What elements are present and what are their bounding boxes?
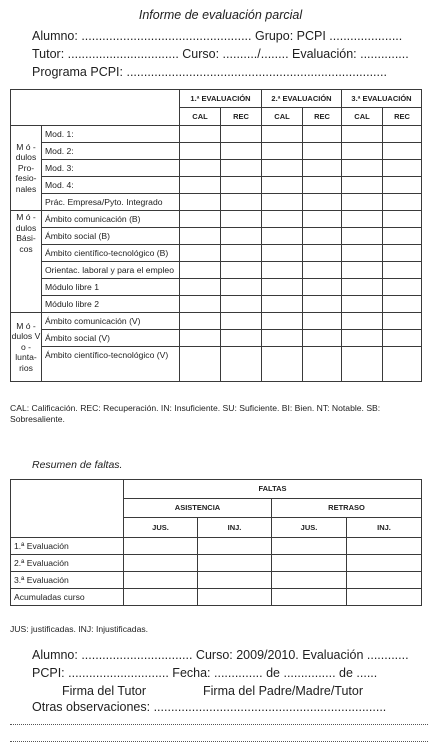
grade-cell[interactable] (180, 177, 221, 194)
grade-cell[interactable] (221, 160, 262, 177)
observations-line: Otras observaciones: ................................................................... (32, 700, 387, 714)
absence-cell[interactable] (198, 538, 272, 555)
absence-cell[interactable] (124, 555, 198, 572)
attendance-header: ASISTENCIA (124, 499, 272, 518)
rec-header: REC (383, 108, 422, 126)
absence-cell[interactable] (347, 572, 422, 589)
grade-cell[interactable] (342, 126, 383, 143)
tutor-course-line: Tutor: ................................ Curso: ........../........ Evaluación: .............. (32, 47, 409, 61)
absence-row-label: 3.ª Evaluación (11, 572, 124, 589)
absences-corner-cell (11, 480, 124, 538)
module-label: Ámbito social (V) (42, 330, 180, 347)
absence-cell[interactable] (198, 589, 272, 606)
grade-cell[interactable] (262, 228, 303, 245)
faltas-header: FALTAS (124, 480, 422, 499)
grade-cell[interactable] (342, 245, 383, 262)
grade-cell[interactable] (262, 211, 303, 228)
unjustified-header: INJ. (347, 518, 422, 538)
module-label: Mod. 4: (42, 177, 180, 194)
evaluation-header: 2.ª EVALUACIÓN (262, 90, 342, 108)
grade-cell[interactable] (342, 194, 383, 211)
grade-cell[interactable] (383, 262, 422, 279)
grade-cell[interactable] (180, 262, 221, 279)
module-label: Ámbito científico-tecnológico (V) (42, 347, 180, 382)
grade-cell[interactable] (221, 177, 262, 194)
group-label-professional: M ó - dulos Pro- fesio- nales (11, 126, 42, 211)
grade-cell[interactable] (180, 313, 221, 330)
grade-cell[interactable] (303, 330, 342, 347)
grade-cell[interactable] (303, 279, 342, 296)
grade-cell[interactable] (383, 177, 422, 194)
grade-cell[interactable] (303, 296, 342, 313)
grade-cell[interactable] (383, 296, 422, 313)
module-label: Ámbito comunicación (V) (42, 313, 180, 330)
grade-cell[interactable] (221, 313, 262, 330)
grade-cell[interactable] (303, 228, 342, 245)
absence-row-label: 1.ª Evaluación (11, 538, 124, 555)
grade-cell[interactable] (342, 228, 383, 245)
grade-cell[interactable] (262, 194, 303, 211)
grade-cell[interactable] (262, 296, 303, 313)
grade-cell[interactable] (303, 262, 342, 279)
grade-cell[interactable] (383, 211, 422, 228)
absences-title: Resumen de faltas. (32, 459, 123, 471)
module-label: Ámbito científico-tecnológico (B) (42, 245, 180, 262)
grade-cell[interactable] (383, 160, 422, 177)
grade-cell[interactable] (180, 347, 221, 382)
grade-cell[interactable] (342, 177, 383, 194)
grade-cell[interactable] (303, 143, 342, 160)
absence-cell[interactable] (272, 538, 347, 555)
cal-header: CAL (180, 108, 221, 126)
grade-cell[interactable] (180, 245, 221, 262)
grade-cell[interactable] (383, 347, 422, 382)
module-label: Módulo libre 1 (42, 279, 180, 296)
cal-header: CAL (262, 108, 303, 126)
group-label-voluntary: M ó - dulos V o - lunta- rios (11, 313, 42, 382)
absence-cell[interactable] (347, 555, 422, 572)
grade-cell[interactable] (262, 143, 303, 160)
absence-cell[interactable] (198, 572, 272, 589)
grade-cell[interactable] (262, 313, 303, 330)
evaluation-header: 1.ª EVALUACIÓN (180, 90, 262, 108)
group-label-basic: M ó - dulos Bási- cos (11, 211, 42, 313)
grade-cell[interactable] (342, 279, 383, 296)
absence-cell[interactable] (124, 538, 198, 555)
grade-cell[interactable] (221, 296, 262, 313)
grade-cell[interactable] (180, 143, 221, 160)
grade-cell[interactable] (221, 143, 262, 160)
grade-cell[interactable] (180, 296, 221, 313)
grade-cell[interactable] (303, 313, 342, 330)
observations-dotted-line[interactable] (10, 741, 428, 742)
grade-cell[interactable] (262, 245, 303, 262)
grade-cell[interactable] (342, 330, 383, 347)
absence-cell[interactable] (347, 589, 422, 606)
grade-cell[interactable] (342, 143, 383, 160)
grade-cell[interactable] (262, 177, 303, 194)
grade-cell[interactable] (180, 228, 221, 245)
justified-header: JUS. (124, 518, 198, 538)
unjustified-header: INJ. (198, 518, 272, 538)
grade-cell[interactable] (262, 160, 303, 177)
absence-cell[interactable] (272, 555, 347, 572)
grade-cell[interactable] (303, 177, 342, 194)
module-label: Mod. 3: (42, 160, 180, 177)
module-label: Orientac. laboral y para el empleo (42, 262, 180, 279)
grade-cell[interactable] (342, 160, 383, 177)
grade-cell[interactable] (303, 194, 342, 211)
grade-cell[interactable] (342, 296, 383, 313)
grade-cell[interactable] (342, 313, 383, 330)
evaluation-header: 3.ª EVALUACIÓN (342, 90, 422, 108)
cal-header: CAL (342, 108, 383, 126)
student-group-line: Alumno: ................................................. Grupo: PCPI ..................... (32, 29, 403, 43)
absences-table (10, 479, 422, 606)
grade-cell[interactable] (221, 330, 262, 347)
grades-table (10, 89, 422, 382)
grade-cell[interactable] (262, 262, 303, 279)
grade-cell[interactable] (221, 245, 262, 262)
grade-cell[interactable] (180, 279, 221, 296)
grades-corner-cell (11, 90, 180, 126)
grade-cell[interactable] (383, 245, 422, 262)
justified-header: JUS. (272, 518, 347, 538)
grade-cell[interactable] (383, 330, 422, 347)
grade-cell[interactable] (221, 194, 262, 211)
grade-cell[interactable] (303, 160, 342, 177)
absences-legend: JUS: justificadas. INJ: Injustificadas. (10, 624, 149, 634)
absence-cell[interactable] (272, 572, 347, 589)
grade-cell[interactable] (221, 279, 262, 296)
observations-dotted-line[interactable] (10, 724, 428, 725)
grade-cell[interactable] (303, 126, 342, 143)
module-label: Mod. 1: (42, 126, 180, 143)
grade-cell[interactable] (342, 211, 383, 228)
grade-cell[interactable] (262, 279, 303, 296)
lateness-header: RETRASO (272, 499, 422, 518)
page-title: Informe de evaluación parcial (138, 8, 303, 22)
grade-cell[interactable] (221, 211, 262, 228)
grade-cell[interactable] (180, 126, 221, 143)
absence-cell[interactable] (124, 572, 198, 589)
rec-header: REC (221, 108, 262, 126)
grade-cell[interactable] (342, 262, 383, 279)
module-label: Módulo libre 2 (42, 296, 180, 313)
grade-cell[interactable] (383, 313, 422, 330)
grade-cell[interactable] (383, 143, 422, 160)
grade-cell[interactable] (221, 228, 262, 245)
grade-cell[interactable] (303, 245, 342, 262)
absence-cell[interactable] (272, 589, 347, 606)
absence-cell[interactable] (347, 538, 422, 555)
grade-cell[interactable] (383, 194, 422, 211)
grade-cell[interactable] (303, 211, 342, 228)
absence-row-label: Acumuladas curso (11, 589, 124, 606)
absence-row-label: 2.ª Evaluación (11, 555, 124, 572)
absence-cell[interactable] (198, 555, 272, 572)
module-label: Prác. Empresa/Pyto. Integrado (42, 194, 180, 211)
absence-cell[interactable] (124, 589, 198, 606)
module-label: Mod. 2: (42, 143, 180, 160)
grade-cell[interactable] (221, 126, 262, 143)
tutor-signature-label: Firma del Tutor (62, 684, 147, 698)
grade-cell[interactable] (262, 330, 303, 347)
footer-pcpi-line: PCPI: ............................. Fecha: .............. de ............... de ...... (32, 666, 378, 680)
grade-cell[interactable] (180, 194, 221, 211)
rec-header: REC (303, 108, 342, 126)
grade-cell[interactable] (262, 126, 303, 143)
grades-legend: CAL: Calificación. REC: Recuperación. IN: Insuficiente. SU: Suficiente. BI: Bien. NT: Notable. SB: Sobresaliente. (10, 403, 381, 424)
grade-cell[interactable] (221, 262, 262, 279)
grade-cell[interactable] (383, 279, 422, 296)
grade-cell[interactable] (383, 228, 422, 245)
grade-cell[interactable] (180, 160, 221, 177)
module-label: Ámbito social (B) (42, 228, 180, 245)
grade-cell[interactable] (180, 211, 221, 228)
grade-cell[interactable] (180, 330, 221, 347)
module-label: Ámbito comunicación (B) (42, 211, 180, 228)
program-line: Programa PCPI: ........................................................................... (32, 65, 387, 79)
grade-cell[interactable] (383, 126, 422, 143)
grade-cell[interactable] (221, 347, 262, 382)
grade-cell[interactable] (303, 347, 342, 382)
footer-student-line: Alumno: ................................ Curso: 2009/2010. Evaluación ............ (32, 648, 409, 662)
grade-cell[interactable] (342, 347, 383, 382)
grade-cell[interactable] (262, 347, 303, 382)
parent-signature-label: Firma del Padre/Madre/Tutor (203, 684, 364, 698)
